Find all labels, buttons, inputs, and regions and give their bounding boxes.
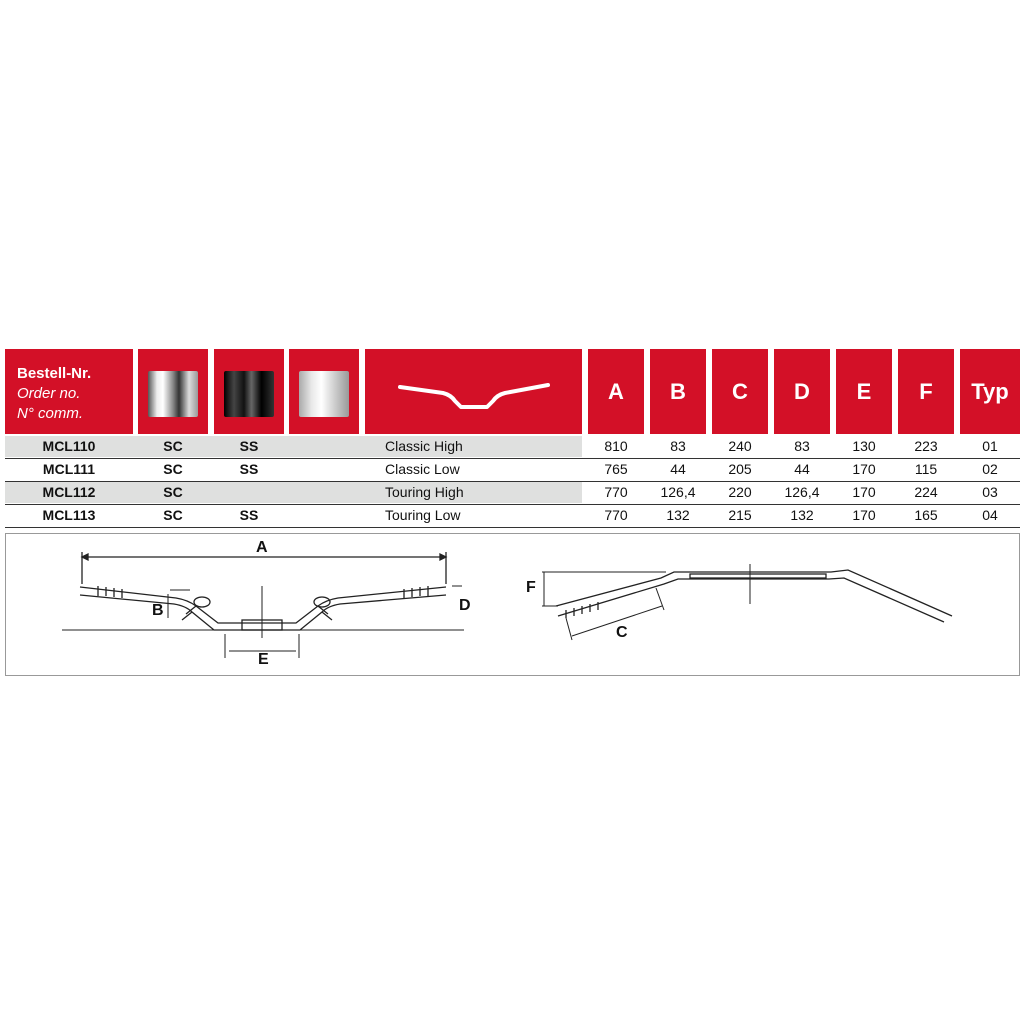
table-row bbox=[5, 436, 1020, 457]
dim-d: 132 bbox=[790, 507, 814, 523]
header-order-number bbox=[5, 349, 133, 434]
header-swatch-silver bbox=[289, 349, 359, 434]
dim-e: 130 bbox=[852, 438, 876, 454]
dim-c: 220 bbox=[728, 484, 752, 500]
header-col-c: C bbox=[712, 349, 768, 434]
order-label-en: Order no. bbox=[17, 385, 81, 402]
typ-value: 02 bbox=[982, 461, 998, 477]
dimension-label-d: D bbox=[459, 597, 471, 614]
dim-a: 810 bbox=[604, 438, 628, 454]
dimension-label-a: A bbox=[256, 539, 268, 556]
order-label-de: Bestell-Nr. bbox=[17, 365, 92, 382]
order-number: MCL112 bbox=[42, 484, 96, 500]
order-number: MCL110 bbox=[42, 438, 96, 454]
dim-b: 126,4 bbox=[660, 484, 696, 500]
dim-f: 223 bbox=[914, 438, 938, 454]
header-col-typ: Typ bbox=[960, 349, 1020, 434]
dim-a: 770 bbox=[604, 507, 628, 523]
ss-value bbox=[214, 482, 284, 503]
silver-finish-icon bbox=[299, 371, 349, 417]
dim-f: 165 bbox=[914, 507, 938, 523]
dimension-diagram bbox=[5, 533, 1020, 676]
dim-b: 44 bbox=[670, 461, 686, 477]
table-row bbox=[5, 505, 1020, 526]
sc-value: SC bbox=[163, 484, 183, 500]
header-col-b: B bbox=[650, 349, 706, 434]
dim-e: 170 bbox=[852, 484, 876, 500]
sc-value: SC bbox=[163, 461, 183, 477]
dim-c: 205 bbox=[728, 461, 752, 477]
header-swatch-black bbox=[214, 349, 284, 434]
black-finish-icon bbox=[224, 371, 274, 417]
dimension-label-b: B bbox=[152, 602, 164, 619]
header-col-e: E bbox=[836, 349, 892, 434]
typ-value: 04 bbox=[982, 507, 998, 523]
model-name: Touring Low bbox=[385, 507, 461, 523]
dim-c: 215 bbox=[728, 507, 752, 523]
dim-a: 765 bbox=[604, 461, 628, 477]
order-number: MCL113 bbox=[42, 507, 96, 523]
dim-d: 83 bbox=[794, 438, 810, 454]
order-number: MCL111 bbox=[42, 461, 96, 477]
handlebar-shape-icon bbox=[365, 349, 582, 434]
chrome-finish-icon bbox=[148, 371, 198, 417]
model-name: Touring High bbox=[385, 484, 464, 500]
dim-a: 770 bbox=[604, 484, 628, 500]
typ-value: 03 bbox=[982, 484, 998, 500]
sc-value: SC bbox=[163, 507, 183, 523]
dim-e: 170 bbox=[852, 507, 876, 523]
dim-e: 170 bbox=[852, 461, 876, 477]
dim-b: 132 bbox=[666, 507, 690, 523]
dim-b: 83 bbox=[670, 438, 686, 454]
dim-c: 240 bbox=[728, 438, 752, 454]
header-col-a: A bbox=[588, 349, 644, 434]
dimension-label-f: F bbox=[526, 579, 536, 596]
header-swatch-chrome bbox=[138, 349, 208, 434]
dimension-label-c: C bbox=[616, 624, 628, 641]
typ-value: 01 bbox=[982, 438, 998, 454]
header-handlebar-shape bbox=[365, 349, 582, 434]
dimension-label-e: E bbox=[258, 651, 269, 668]
sc-value: SC bbox=[163, 438, 183, 454]
dim-f: 115 bbox=[914, 461, 938, 477]
model-name: Classic Low bbox=[385, 461, 460, 477]
table-row bbox=[5, 459, 1020, 480]
ss-value: SS bbox=[239, 438, 259, 454]
model-name: Classic High bbox=[385, 438, 463, 454]
dim-d: 44 bbox=[794, 461, 810, 477]
ss-value: SS bbox=[239, 461, 259, 477]
order-label-fr: N° comm. bbox=[17, 405, 83, 422]
table-row bbox=[5, 482, 1020, 503]
ss-value: SS bbox=[239, 507, 259, 523]
dim-d: 126,4 bbox=[784, 484, 820, 500]
header-col-f: F bbox=[898, 349, 954, 434]
dim-f: 224 bbox=[914, 484, 938, 500]
header-col-d: D bbox=[774, 349, 830, 434]
